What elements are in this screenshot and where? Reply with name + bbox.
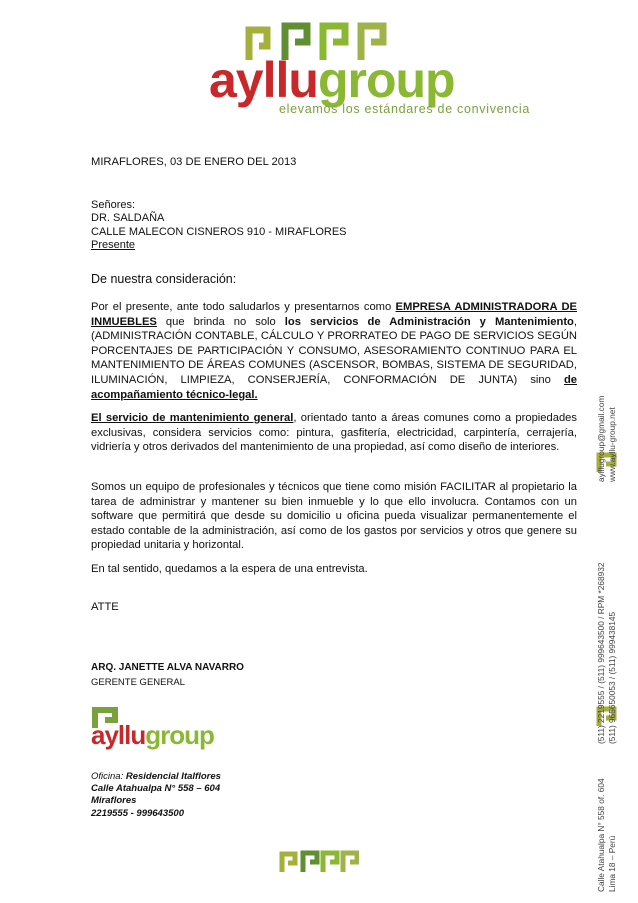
sidebar-phone1: (511) 2219555 / (511) 999643500 / RPM *268932 <box>596 562 606 744</box>
small-logo-ayllu: ayllu <box>91 720 146 750</box>
company-type: EMPRESA ADMINISTRADORA DE INMUEBLES <box>91 301 577 328</box>
header-logo <box>205 20 545 120</box>
paragraph-2 <box>91 411 577 455</box>
recipient-line: Señores: <box>91 199 136 211</box>
office-district: Miraflores <box>91 795 137 807</box>
sidebar-city: Lima 18 – Perú <box>607 835 617 892</box>
signature-logo <box>91 706 214 762</box>
logo-text-group: group <box>317 52 455 108</box>
office-phones: 2219555 - 999643500 <box>91 807 184 819</box>
office-line <box>91 771 221 783</box>
services-emphasis: los servicios de Administración y Mantenimiento <box>284 315 574 328</box>
p1-text: que brinda no solo <box>156 315 285 328</box>
office-block <box>91 771 221 820</box>
logo-text-ayllu: ayllu <box>209 52 318 108</box>
sidebar-email: aylllugroup@gmail.com <box>596 395 606 482</box>
sidebar-phone2: (511) 965650053 / (511) 999438145 <box>607 611 617 744</box>
recipient-line: DR. SALDAÑA <box>91 212 165 225</box>
recipient-line: CALLE MALECON CISNEROS 910 - MIRAFLORES <box>91 225 347 238</box>
legal-emphasis: de acompañamiento técnico-legal. <box>91 373 577 401</box>
sidebar-address: Calle Atahualpa N° 558 of. 604 <box>596 778 606 892</box>
paragraph-3: Somos un equipo de profesionales y técnicos que tiene como misión FACILITAR al propietario la tarea de administrar y mantener su bien inmueble y lo que ello involucra. Contamos con un software que permitirá que desde su domicilio u oficina pueda visualizar permanentemente el estado contable de la administración, así como de los gastos por servicios y otros que genere su propiedad unitaria y horizontal. <box>91 481 577 552</box>
signature-name: ARQ. JANETTE ALVA NAVARRO <box>91 662 244 673</box>
recipient-block <box>91 199 347 252</box>
footer-logo-pattern-icon <box>279 850 359 874</box>
closing: ATTE <box>91 601 119 613</box>
sidebar-web: www.ayllu-group.net <box>607 407 617 482</box>
small-logo-group: group <box>145 720 214 750</box>
paragraph-4: En tal sentido, quedamos a la espera de una entrevista. <box>91 563 368 575</box>
greeting: De nuestra consideración: <box>91 272 237 286</box>
p2-text: , orientado tanto a áreas comunes como a propiedades exclusivas, considera servicios como: pintura, gasfitería, electricidad, carpintería, cerrajería, vidriería y otros derivados del mantenimiento de una propiedad, así como diseño de interiores. <box>91 412 577 454</box>
p1-text: Por el presente, ante todo saludarlos y presentarnos como <box>91 301 396 313</box>
office-address: Calle Atahualpa N° 558 – 604 <box>91 783 221 795</box>
office-label: Oficina: <box>91 771 126 782</box>
paragraph-1 <box>91 300 577 402</box>
p1-text: , (ADMINISTRACIÓN CONTABLE, CÁLCULO Y PRORRATEO DE PAGO DE SERVICIOS SEGÚN PORCENTAJES DE PARTICIPACIÓN Y CONSUMO, ASESORAMIENTO CONTINUO PARA EL MANTENIMIENTO DE ÁREAS COMUNES (ASCENSOR, BOMBAS, SISTEMA DE SEGURIDAD, ILUMINACIÓN, LIMPIEZA, CONSERJERÍA, CONFORMACIÓN DE JUNTA) sino <box>91 315 577 386</box>
maintenance-emphasis: El servicio de mantenimiento general <box>91 412 294 424</box>
recipient-line: Presente <box>91 238 136 251</box>
office-value: Residencial Italflores <box>125 771 221 782</box>
letter-date: MIRAFLORES, 03 DE ENERO DEL 2013 <box>91 156 297 168</box>
logo-tagline: elevamos los estándares de convivencia <box>279 102 531 116</box>
signature-title: GERENTE GENERAL <box>91 677 185 688</box>
sidebar-contact <box>596 372 636 892</box>
